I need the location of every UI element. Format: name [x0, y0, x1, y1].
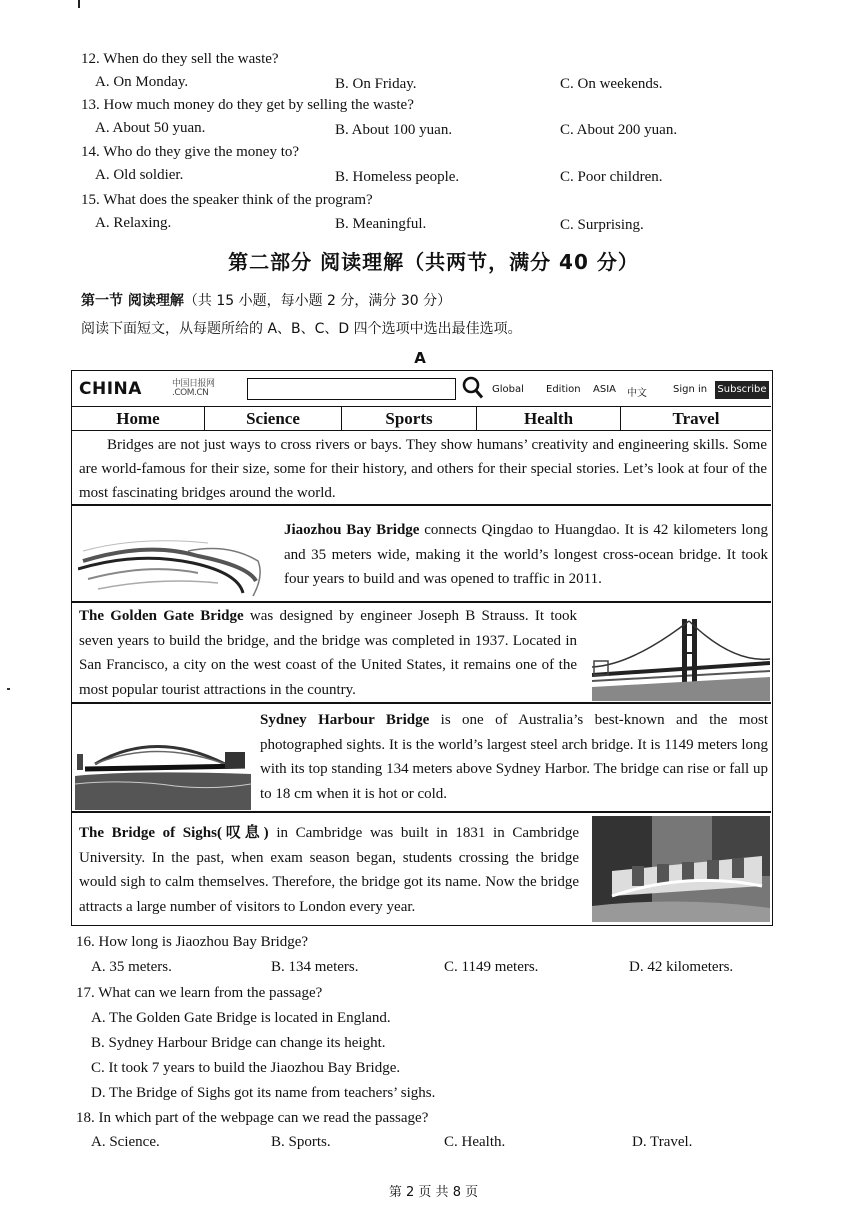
top-edge-line — [78, 0, 80, 8]
bridge-of-sighs-paragraph — [79, 821, 579, 919]
passage-label: A — [414, 349, 426, 367]
bridge-of-sighs-name: The Bridge of Sighs(叹息) — [79, 825, 269, 841]
site-logo[interactable]: CHINA — [79, 379, 142, 399]
header-link-global[interactable]: Global — [492, 384, 524, 395]
section-title — [81, 290, 451, 310]
nav-bar — [72, 407, 771, 431]
option-17b: B. Sydney Harbour Bridge can change its height. — [91, 1035, 386, 1051]
sydney-name: Sydney Harbour Bridge — [260, 712, 430, 728]
option-16b: B. 134 meters. — [271, 959, 359, 975]
header-link-edition[interactable]: Edition — [546, 384, 581, 395]
intro-paragraph — [79, 433, 767, 505]
option-17c: C. It took 7 years to build the Jiaozhou Bay Bridge. — [91, 1060, 401, 1076]
bridge-of-sighs-text: in Cambridge was built in 1831 in Cambridge University. In the past, when exam season began, students crossing the bridge would sigh to calm themselves. Therefore, the bridge got its name. Now the bridge attracts a large number of visitors to London every year. — [79, 825, 580, 915]
option-15c: C. Surprising. — [560, 217, 644, 233]
option-12b: B. On Friday. — [335, 76, 417, 92]
option-12a: A. On Monday. — [95, 74, 189, 90]
divider — [72, 601, 771, 603]
option-13c: C. About 200 yuan. — [560, 122, 678, 138]
divider — [72, 702, 771, 704]
option-12c: C. On weekends. — [560, 76, 663, 92]
question-14: 14. Who do they give the money to? — [81, 144, 300, 160]
section-title-rest: （共 15 小题，每小题 2 分，满分 30 分） — [183, 293, 452, 309]
option-14b: B. Homeless people. — [335, 169, 460, 185]
golden-gate-text: was designed by engineer Joseph B Strauss. It took seven years to build the bridge, and the bridge was completed in 1937. Located in San Francisco, a city on the west coast of the United States, it remains one of the most popular tourist attractions in the country. — [79, 608, 577, 698]
golden-gate-bridge-image — [592, 615, 770, 701]
option-15a: A. Relaxing. — [95, 215, 172, 231]
site-logo-sub: 中国日报网 .COM.CN — [172, 379, 215, 398]
divider — [72, 504, 771, 506]
search-input[interactable] — [247, 378, 456, 400]
question-17: 17. What can we learn from the passage? — [76, 985, 323, 1001]
question-12: 12. When do they sell the waste? — [81, 51, 279, 67]
webpage-header — [72, 371, 771, 407]
nav-travel[interactable]: Travel — [672, 409, 720, 428]
option-15b: B. Meaningful. — [335, 216, 427, 232]
question-16: 16. How long is Jiaozhou Bay Bridge? — [76, 934, 309, 950]
divider — [72, 811, 771, 813]
page-footer: 第 2 页 共 8 页 — [388, 1185, 479, 1200]
sydney-paragraph — [260, 708, 768, 806]
subscribe-button[interactable]: Subscribe — [715, 381, 769, 399]
jiaozhou-text: connects Qingdao to Huangdao. It is 42 kilometers long and 35 meters wide, making it the world’s longest cross-ocean bridge. It took four years to build and was opened to traffic in 2011. — [284, 522, 768, 587]
option-17d: D. The Bridge of Sighs got its name from teachers’ sighs. — [91, 1085, 436, 1101]
webpage-frame — [71, 370, 773, 926]
question-15: 15. What does the speaker think of the program? — [81, 192, 373, 208]
margin-mark — [7, 688, 10, 690]
nav-sports[interactable]: Sports — [342, 407, 477, 430]
intro-text: Bridges are not just ways to cross rivers or bays. They show humans’ creativity and engineering skills. Some are world-famous for their size, some for their history, and others for their special stories. Let’s look at four of the most fascinating bridges around the world. — [79, 437, 767, 501]
golden-gate-paragraph — [79, 604, 577, 702]
header-link-chinese[interactable]: 中文 — [627, 388, 647, 399]
sydney-text: is one of Australia’s best-known and the most photographed sights. It is the world’s largest steel arch bridge. It is 1149 meters long with its top standing 134 meters above Sydney Harbor. The bridge can rise or fall up to 18 cm when it is hot or cold. — [260, 712, 768, 802]
question-18: 18. In which part of the webpage can we read the passage? — [76, 1110, 429, 1126]
sydney-harbour-bridge-image — [75, 724, 251, 810]
instruction: 阅读下面短文，从每题所给的 A、B、C、D 四个选项中选出最佳选项。 — [81, 321, 522, 337]
option-17a: A. The Golden Gate Bridge is located in England. — [91, 1010, 391, 1026]
bridge-of-sighs-image — [592, 816, 770, 922]
option-14c: C. Poor children. — [560, 169, 663, 185]
option-13a: A. About 50 yuan. — [95, 120, 206, 136]
option-14a: A. Old soldier. — [95, 167, 184, 183]
question-13: 13. How much money do they get by selling the waste? — [81, 97, 414, 113]
golden-gate-name: The Golden Gate Bridge — [79, 608, 244, 624]
part-title: 第二部分 阅读理解（共两节，满分 40 分） — [228, 250, 639, 274]
jiaozhou-name: Jiaozhou Bay Bridge — [284, 522, 420, 538]
search-icon[interactable] — [462, 376, 484, 400]
option-16a: A. 35 meters. — [91, 959, 172, 975]
header-link-asia[interactable]: ASIA — [593, 384, 616, 395]
nav-science[interactable]: Science — [205, 407, 342, 430]
header-link-signin[interactable]: Sign in — [673, 384, 708, 395]
option-18d: D. Travel. — [632, 1134, 693, 1150]
jiaozhou-bridge-image — [78, 521, 268, 601]
option-18a: A. Science. — [91, 1134, 160, 1150]
option-16c: C. 1149 meters. — [444, 959, 539, 975]
nav-health[interactable]: Health — [477, 407, 621, 430]
nav-home[interactable]: Home — [72, 407, 205, 430]
section-title-bold: 第一节 阅读理解 — [81, 293, 184, 309]
option-18c: C. Health. — [444, 1134, 506, 1150]
option-16d: D. 42 kilometers. — [629, 959, 734, 975]
jiaozhou-paragraph — [284, 518, 768, 592]
option-13b: B. About 100 yuan. — [335, 122, 453, 138]
option-18b: B. Sports. — [271, 1134, 331, 1150]
